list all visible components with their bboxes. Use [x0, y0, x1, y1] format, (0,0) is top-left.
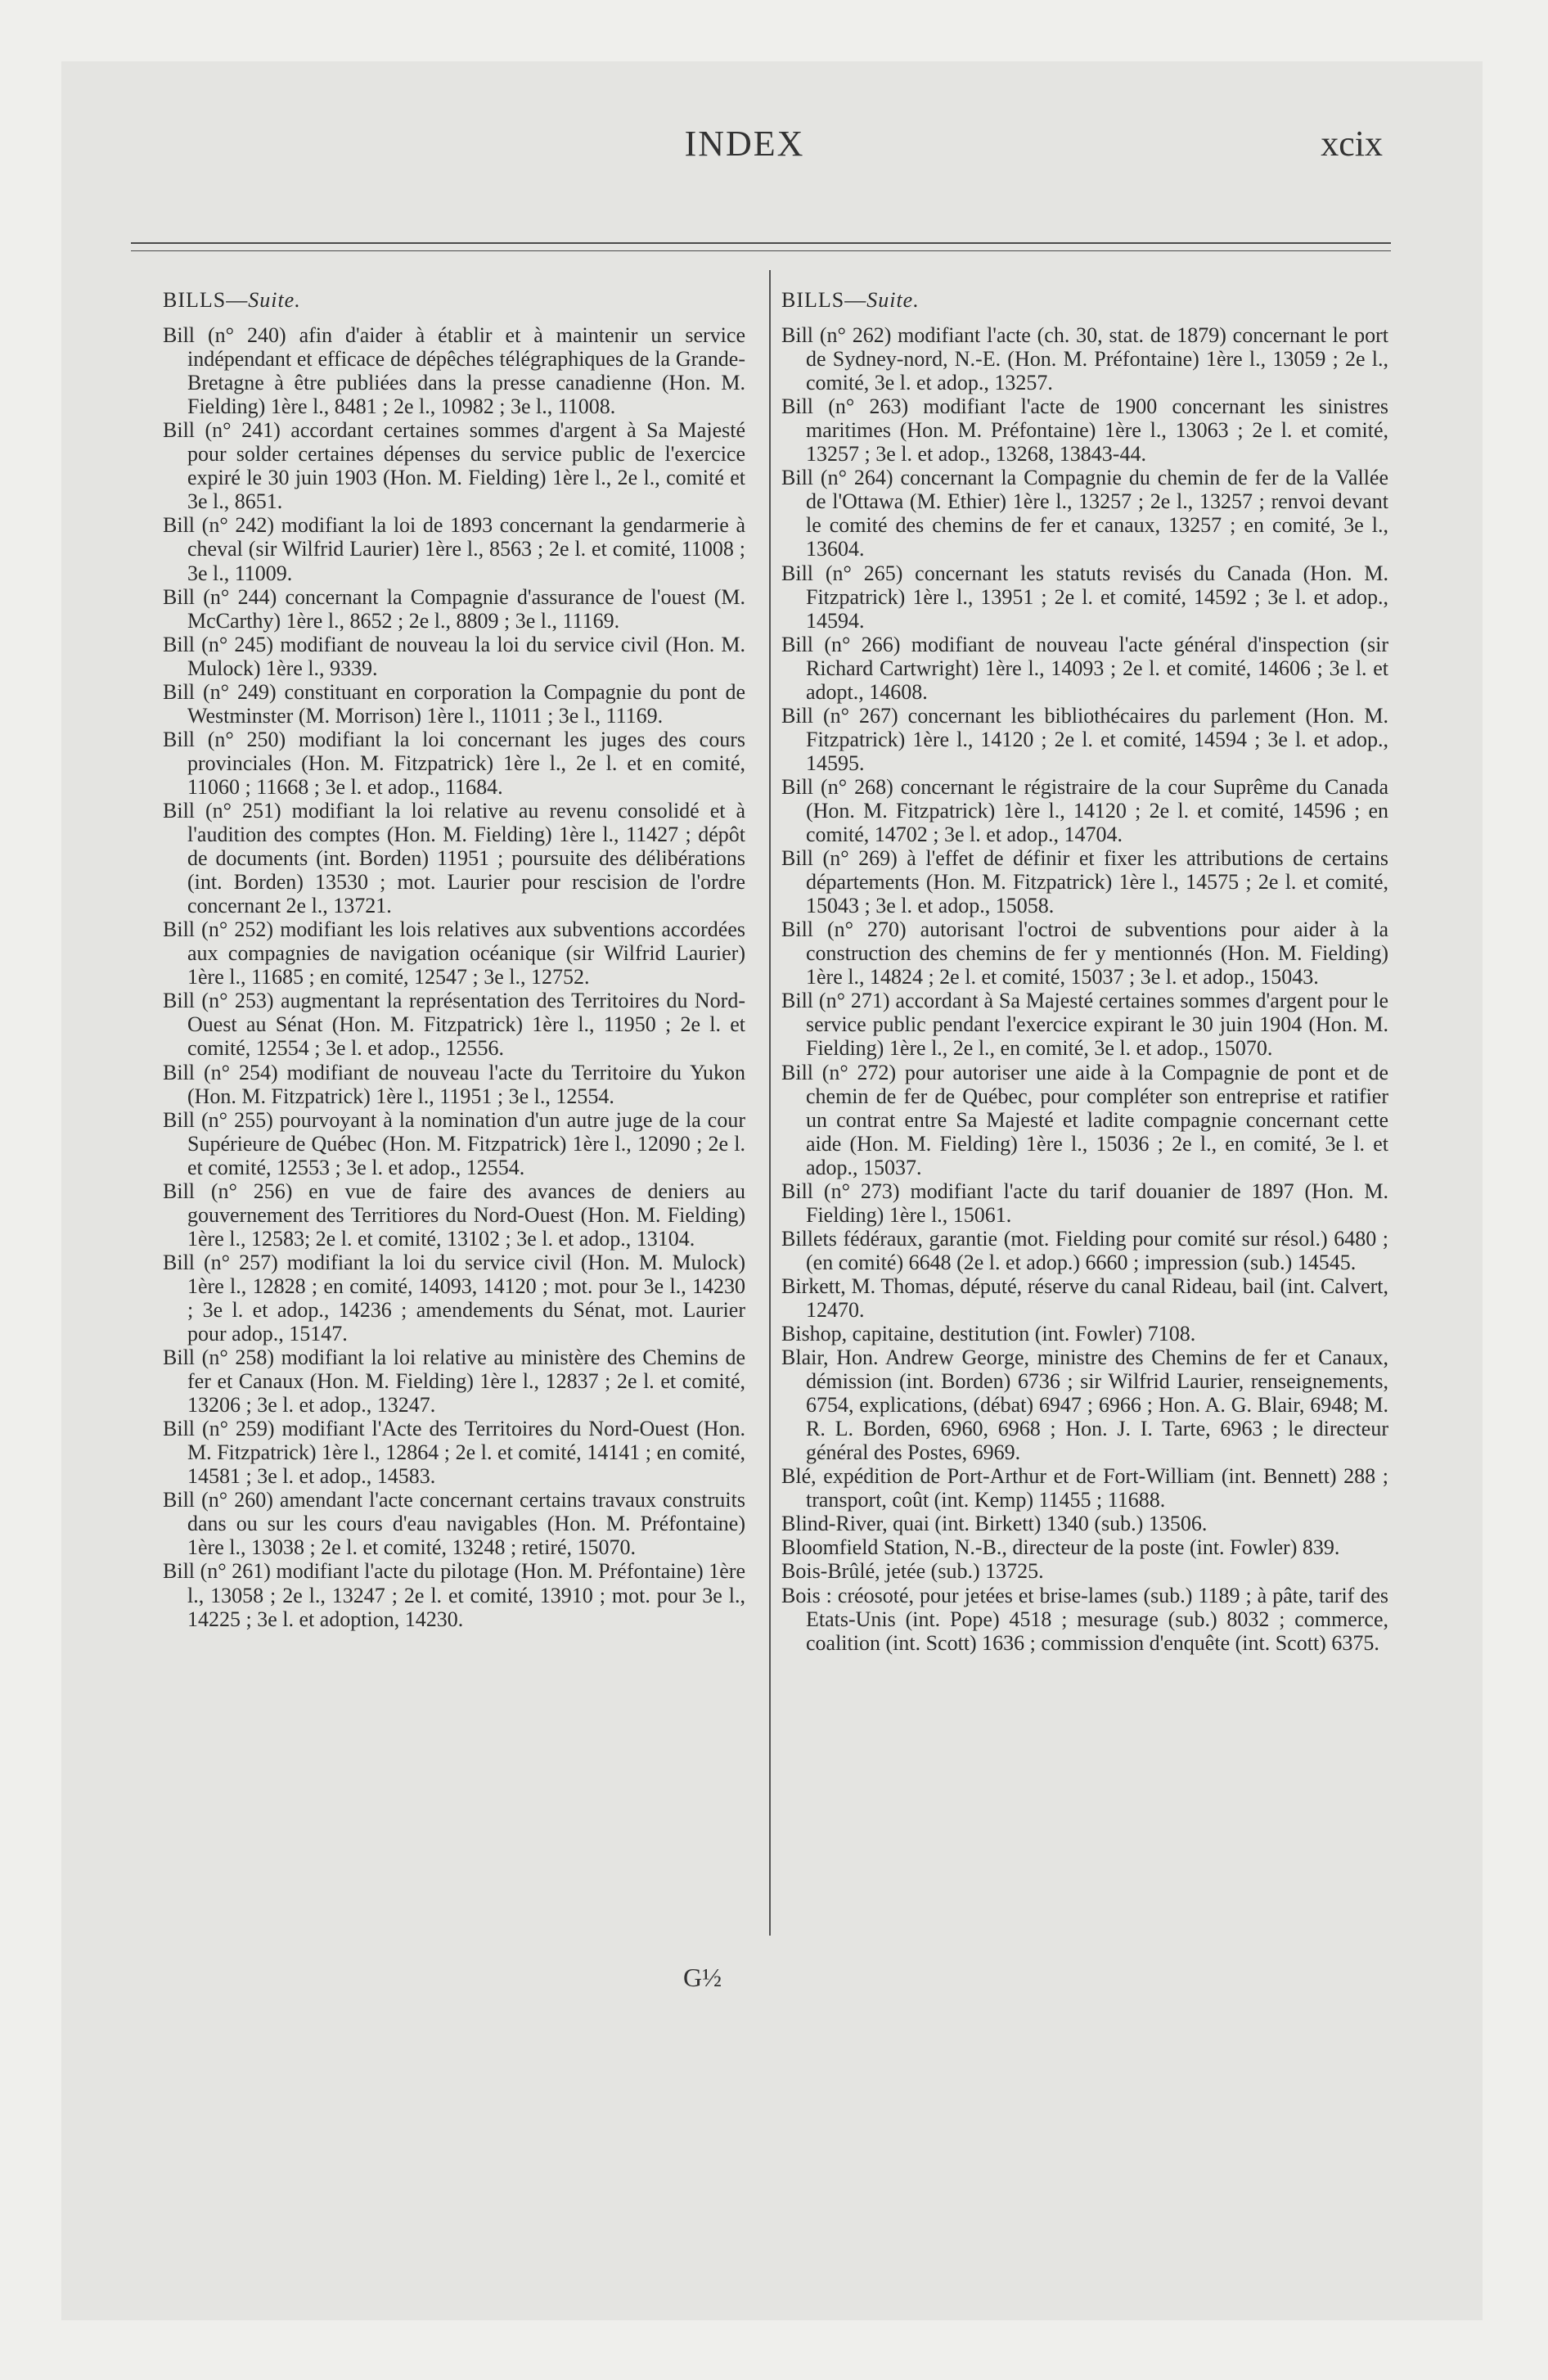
index-entry: Bois : créosoté, pour jetées et brise-lames (sub.) 1189 ; à pâte, tarif des Etats-Unis (int. Pope) 4518 ; mesurage (sub.) 8032 ; commerce, coalition (int. Scott) 1636 ; commission d'enquête (int. Scott) 6375.: [781, 1583, 1388, 1655]
index-entry: Bill (n° 249) constituant en corporation la Compagnie du pont de Westminster (M. Morrison) 1ère l., 11011 ; 3e l., 11169.: [163, 679, 745, 728]
index-entry: Bill (n° 271) accordant à Sa Majesté certaines sommes d'argent pour le service public pendant l'exercice expirant le 30 juin 1904 (Hon. M. Fielding) 1ère l., 2e l., en comité, 3e l. et adop., 15070.: [781, 989, 1388, 1061]
index-entry: Bill (n° 253) augmentant la représentation des Territoires du Nord-Ouest au Sénat (Hon. M. Fitzpatrick) 1ère l., 11950 ; 2e l. et comité, 12554 ; 3e l. et adop., 12556.: [163, 989, 745, 1061]
index-entry: Bill (n° 242) modifiant la loi de 1893 concernant la gendarmerie à cheval (sir Wilfrid Laurier) 1ère l., 8563 ; 2e l. et comité, 11008 ; 3e l., 11009.: [163, 513, 745, 585]
section-heading: [163, 288, 745, 312]
index-entry: Bill (n° 267) concernant les bibliothécaires du parlement (Hon. M. Fitzpatrick) 1ère l., 14120 ; 2e l. et comité, 14594 ; 3e l. et adop., 14595.: [781, 703, 1388, 775]
index-entry: Bishop, capitaine, destitution (int. Fowler) 7108.: [781, 1322, 1196, 1346]
index-entry: Bill (n° 266) modifiant de nouveau l'acte général d'inspection (sir Richard Cartwright) 1ère l., 14093 ; 2e l. et comité, 14606 ; 3e l. et adopt., 14608.: [781, 632, 1388, 704]
index-entry: Bill (n° 263) modifiant l'acte de 1900 concernant les sinistres maritimes (Hon. M. Préfontaine) 1ère l., 13063 ; 2e l. et comité, 13257 ; 3e l. et adop., 13268, 13843-44.: [781, 394, 1388, 467]
header-rule: [131, 242, 1391, 244]
index-entry: Bill (n° 240) afin d'aider à établir et à maintenir un service indépendant et efficace de dépêches télégraphiques de la Grande-Bretagne à être publiées dans la presse canadienne (Hon. M. Fielding) 1ère l., 8481 ; 2e l., 10982 ; 3e l., 11008.: [163, 323, 745, 419]
index-entry: Blé, expédition de Port-Arthur et de Fort-William (int. Bennett) 288 ; transport, coût (int. Kemp) 11455 ; 11688.: [781, 1464, 1388, 1512]
index-entry: Bill (n° 245) modifiant de nouveau la loi du service civil (Hon. M. Mulock) 1ère l., 9339.: [163, 632, 745, 680]
index-entry: Bill (n° 257) modifiant la loi du service civil (Hon. M. Mulock) 1ère l., 12828 ; en comité, 14093, 14120 ; mot. pour 3e l., 14230 ; 3e l. et adop., 14236 ; amendements du Sénat, mot. Laurier pour adop., 15147.: [163, 1250, 745, 1346]
page-number: xcix: [1321, 124, 1383, 164]
index-entry: Bill (n° 258) modifiant la loi relative au ministère des Chemins de fer et Canaux (Hon. M. Fielding) 1ère l., 12837 ; 2e l. et comité, 13206 ; 3e l. et adop., 13247.: [163, 1346, 745, 1418]
column-divider: [769, 270, 771, 1936]
index-entry: Bill (n° 264) concernant la Compagnie du chemin de fer de la Vallée de l'Ottawa (M. Ethier) 1ère l., 13257 ; 2e l., 13257 ; renvoi devant le comité des chemins de fer et canaux, 13257 ; en comité, 3e l., 13604.: [781, 466, 1388, 561]
header-rule-thin: [131, 250, 1391, 251]
index-entry: Bill (n° 250) modifiant la loi concernant les juges des cours provinciales (Hon. M. Fitzpatrick) 1ère l., 2e l. et en comité, 11060 ; 11668 ; 3e l. et adop., 11684.: [163, 727, 745, 799]
index-entry: Bill (n° 272) pour autoriser une aide à la Compagnie de pont et de chemin de fer de Québec, pour compléter son entreprise et ratifier un contrat entre Sa Majesté et ladite compagnie concernant cette aide (Hon. M. Fielding) 1ère l., 15036 ; 2e l., en comité, 3e l. et adop., 15037.: [781, 1060, 1388, 1179]
index-entry: Billets fédéraux, garantie (mot. Fielding pour comité sur résol.) 6480 ; (en comité) 6648 (2e l. et adop.) 6660 ; impression (sub.) 14545.: [781, 1226, 1388, 1274]
left-column: [163, 288, 745, 1631]
index-entry: Bill (n° 244) concernant la Compagnie d'assurance de l'ouest (M. McCarthy) 1ère l., 8652 ; 2e l., 8809 ; 3e l., 11169.: [163, 584, 745, 633]
index-entry: Bill (n° 259) modifiant l'Acte des Territoires du Nord-Ouest (Hon. M. Fitzpatrick) 1ère l., 12864 ; 2e l. et comité, 14141 ; en comité, 14581 ; 3e l. et adop., 14583.: [163, 1417, 745, 1489]
index-entry: Blair, Hon. Andrew George, ministre des Chemins de fer et Canaux, démission (int. Borden) 6736 ; sir Wilfrid Laurier, renseignements, 6754, explications, (débat) 6947 ; 6966 ; Hon. A. G. Blair, 6948; M. R. L. Borden, 6960, 6968 ; Hon. J. I. Tarte, 6963 ; le directeur général des Postes, 6969.: [781, 1346, 1388, 1465]
index-entry: Bill (n° 268) concernant le régistraire de la cour Suprême du Canada (Hon. M. Fitzpatrick) 1ère l., 14120 ; 2e l. et comité, 14596 ; en comité, 14702 ; 3e l. et adop., 14704.: [781, 774, 1388, 847]
index-entry: Bill (n° 251) modifiant la loi relative au revenu consolidé et à l'audition des comptes (Hon. M. Fielding) 1ère l., 11427 ; dépôt de documents (int. Borden) 11951 ; poursuite des délibérations (int. Borden) 13530 ; mot. Laurier pour rescision de l'ordre concernant 2e l., 13721.: [163, 798, 745, 918]
index-entry: Bloomfield Station, N.-B., directeur de la poste (int. Fowler) 839.: [781, 1535, 1340, 1560]
index-entry: Bill (n° 260) amendant l'acte concernant certains travaux construits dans ou sur les cours d'eau navigables (Hon. M. Préfontaine) 1ère l., 13038 ; 2e l. et comité, 13248 ; retiré, 15070.: [163, 1488, 745, 1560]
index-entry: Bill (n° 269) à l'effet de définir et fixer les attributions de certains départements (Hon. M. Fitzpatrick) 1ère l., 14575 ; 2e l. et comité, 15043 ; 3e l. et adop., 15058.: [781, 846, 1388, 918]
index-entry: Bill (n° 265) concernant les statuts revisés du Canada (Hon. M. Fitzpatrick) 1ère l., 13951 ; 2e l. et comité, 14592 ; 3e l. et adop., 14594.: [781, 561, 1388, 633]
section-heading-text: BILLS—: [163, 288, 249, 312]
index-entry: Bill (n° 273) modifiant l'acte du tarif douanier de 1897 (Hon. M. Fielding) 1ère l., 15061.: [781, 1179, 1388, 1227]
index-entry: Bois-Brûlé, jetée (sub.) 13725.: [781, 1559, 1044, 1584]
page-title: INDEX: [684, 124, 805, 164]
index-entry: Bill (n° 252) modifiant les lois relatives aux subventions accordées aux compagnies de navigation océanique (sir Wilfrid Laurier) 1ère l., 11685 ; en comité, 12547 ; 3e l., 12752.: [163, 917, 745, 989]
section-heading: [781, 288, 1388, 312]
section-heading-text: BILLS—: [781, 288, 867, 312]
index-entry: Birkett, M. Thomas, député, réserve du canal Rideau, bail (int. Calvert, 12470.: [781, 1273, 1388, 1322]
index-entry: Bill (n° 255) pourvoyant à la nomination d'un autre juge de la cour Supérieure de Québec (Hon. M. Fitzpatrick) 1ère l., 12090 ; 2e l. et comité, 12553 ; 3e l. et adop., 12554.: [163, 1107, 745, 1179]
page-header: [106, 123, 1383, 180]
index-entry: Bill (n° 262) modifiant l'acte (ch. 30, stat. de 1879) concernant le port de Sydney-nord, N.-E. (Hon. M. Préfontaine) 1ère l., 13059 ; 2e l., comité, 3e l. et adop., 13257.: [781, 323, 1388, 395]
signature-mark: G½: [683, 1963, 722, 1992]
index-entry: Blind-River, quai (int. Birkett) 1340 (sub.) 13506.: [781, 1512, 1208, 1536]
section-heading-suffix: Suite.: [866, 288, 920, 312]
index-entry: Bill (n° 270) autorisant l'octroi de subventions pour aider à la construction des chemins de fer y mentionnés (Hon. M. Fielding) 1ère l., 14824 ; 2e l. et comité, 15037 ; 3e l. et adop., 15043.: [781, 917, 1388, 989]
index-entry: Bill (n° 254) modifiant de nouveau l'acte du Territoire du Yukon (Hon. M. Fitzpatrick) 1ère l., 11951 ; 3e l., 12554.: [163, 1060, 745, 1108]
index-entry: Bill (n° 256) en vue de faire des avances de deniers au gouvernement des Territiores du Nord-Ouest (Hon. M. Fielding) 1ère l., 12583; 2e l. et comité, 13102 ; 3e l. et adop., 13104.: [163, 1179, 745, 1251]
index-entry: Bill (n° 261) modifiant l'acte du pilotage (Hon. M. Préfontaine) 1ère l., 13058 ; 2e l., 13247 ; 2e l. et comité, 13910 ; mot. pour 3e l., 14225 ; 3e l. et adoption, 14230.: [163, 1559, 745, 1631]
right-column: [781, 288, 1388, 1655]
index-entry: Bill (n° 241) accordant certaines sommes d'argent à Sa Majesté pour solder certaines dépenses du service public de l'exercice expiré le 30 juin 1903 (Hon. M. Fielding) 1ère l., 2e l., comité et 3e l., 8651.: [163, 418, 745, 514]
section-heading-suffix: Suite.: [248, 288, 301, 312]
